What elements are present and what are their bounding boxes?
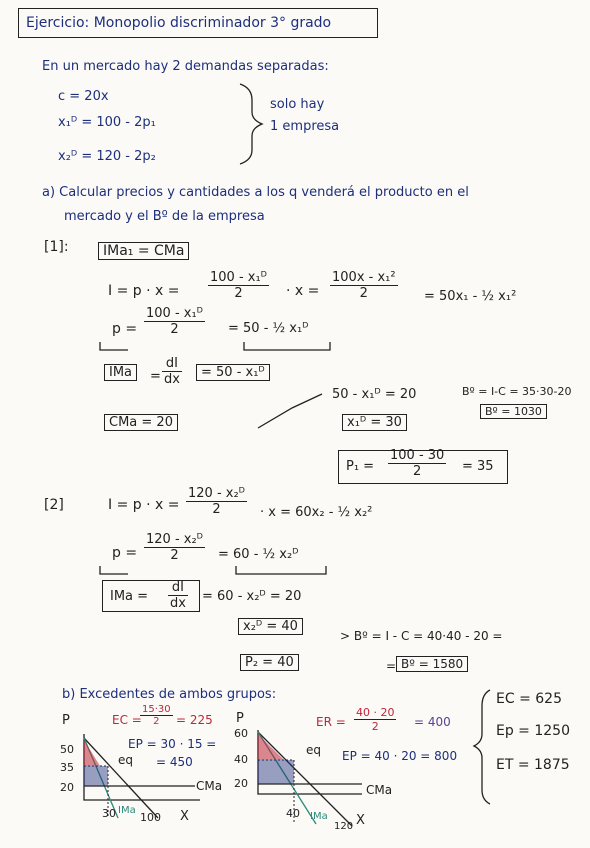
income-den-1b: 2 xyxy=(330,285,398,301)
ima-lhs-2: IMa = xyxy=(110,589,149,604)
question-b: b) Excedentes de ambos grupos: xyxy=(62,687,277,702)
axis-x-1: X xyxy=(180,809,189,824)
price-rhs-1: = 50 - ½ x₁ᴰ xyxy=(228,321,309,336)
tick-30: 30 xyxy=(102,807,116,820)
question-a-line1: a) Calcular precios y cantidades a los q venderá el producto en el xyxy=(42,185,469,200)
income-frac-1b xyxy=(330,270,398,301)
price-bracket-1b xyxy=(244,342,330,350)
totals-brace xyxy=(474,690,490,804)
tick-120: 120 xyxy=(334,821,354,832)
income-lhs-2: I = p · x = xyxy=(108,497,180,513)
er-frac-2 xyxy=(354,706,396,733)
price-frac-1 xyxy=(144,306,205,337)
price-den-2: 2 xyxy=(144,547,205,563)
step-1-label: [1]: xyxy=(44,239,69,255)
ep-label-2: EP = 40 · 20 = 800 xyxy=(342,749,458,763)
price-den-1: 2 xyxy=(144,321,205,337)
cma-box-1: CMa = 20 xyxy=(104,414,178,431)
tick-35: 35 xyxy=(60,761,74,774)
price-num-2: 120 - x₂ᴰ xyxy=(146,532,203,547)
ima-label-1: IMa xyxy=(118,805,136,816)
tick-50: 50 xyxy=(60,743,74,756)
er-den-2: 2 xyxy=(354,719,396,733)
price-bracket-1 xyxy=(100,342,128,350)
givens-brace xyxy=(240,84,262,164)
ec-val-1: = 225 xyxy=(176,713,213,727)
tick-60: 60 xyxy=(234,727,248,740)
arrow-1 xyxy=(258,394,322,428)
axis-p-2: P xyxy=(236,711,244,726)
p-lhs-1: P₁ = xyxy=(346,459,375,474)
cma-label-2: CMa xyxy=(366,783,393,797)
p-num-1: 100 - 30 xyxy=(390,448,445,463)
condition-box: IMa₁ = CMa xyxy=(98,242,189,260)
income-num-2: 120 - x₂ᴰ xyxy=(188,486,245,501)
price-frac-2 xyxy=(144,532,205,563)
price-bracket-2b xyxy=(236,566,326,574)
tick-x40: 40 xyxy=(286,807,300,820)
er-num-2: 40 · 20 xyxy=(356,706,395,719)
solve-1: 50 - x₁ᴰ = 20 xyxy=(332,387,417,402)
note-line-1: solo hay xyxy=(270,97,325,112)
price-lhs-1: p = xyxy=(112,321,138,337)
profit-calc-1: Bº = I-C = 35·30-20 xyxy=(462,385,572,398)
ima-eq-1: = xyxy=(150,369,161,384)
total-et: ET = 1875 xyxy=(496,757,570,773)
price-bracket-2 xyxy=(100,566,128,574)
total-ep: Ep = 1250 xyxy=(496,723,570,739)
ec-frac-1 xyxy=(140,704,173,727)
income-mid-1: · x = xyxy=(286,283,320,299)
ec-den-1: 2 xyxy=(140,715,173,727)
ima-num-1: dI xyxy=(165,356,179,371)
ima-num-2: dI xyxy=(171,580,185,595)
p-den-1: 2 xyxy=(388,463,446,479)
total-ec: EC = 625 xyxy=(496,691,562,707)
profit-calc-2: > Bº = I - C = 40·40 - 20 = xyxy=(340,629,503,643)
er-label-2: ER = xyxy=(316,715,346,729)
income-num-1b: 100x - x₁² xyxy=(332,270,396,285)
tick-20-1: 20 xyxy=(60,781,74,794)
tick-20-2: 20 xyxy=(234,777,248,790)
tick-40: 40 xyxy=(234,753,248,766)
income-den-1: 2 xyxy=(208,285,269,301)
demand-1: x₁ᴰ = 100 - 2p₁ xyxy=(58,115,156,130)
x-result-2: x₂ᴰ = 40 xyxy=(238,618,303,635)
ima-label-2: IMa xyxy=(310,811,328,822)
note-line-2: 1 empresa xyxy=(270,119,340,134)
ima-frac-2 xyxy=(168,580,188,611)
intro-text: En un mercado hay 2 demandas separadas: xyxy=(42,59,329,74)
cma-label-1: CMa xyxy=(196,779,223,793)
cost-function: c = 20x xyxy=(58,89,109,104)
ima-frac-1 xyxy=(162,356,182,387)
p-result-2: P₂ = 40 xyxy=(240,654,299,671)
demand-2: x₂ᴰ = 120 - 2p₂ xyxy=(58,149,156,164)
profit-eq-2: = xyxy=(386,659,397,673)
income-rhs-1: = 50x₁ - ½ x₁² xyxy=(424,289,517,304)
income-frac-2 xyxy=(186,486,247,517)
axis-p-1: P xyxy=(62,713,70,728)
step-2-label: [2] xyxy=(44,497,64,513)
ima-rhs-2: = 60 - x₂ᴰ = 20 xyxy=(202,589,302,604)
ima-rhs-1: = 50 - x₁ᴰ xyxy=(196,364,270,381)
eq-label-1: eq xyxy=(118,753,133,767)
tick-100: 100 xyxy=(140,811,161,824)
x-result-1: x₁ᴰ = 30 xyxy=(342,414,407,431)
price-rhs-2: = 60 - ½ x₂ᴰ xyxy=(218,547,299,562)
ep-label-1: EP = 30 · 15 = xyxy=(128,737,217,751)
income-rhs-2: · x = 60x₂ - ½ x₂² xyxy=(260,505,373,520)
p-frac-1 xyxy=(388,448,446,479)
profit-result-1: Bº = 1030 xyxy=(480,404,547,419)
eq-label-2: eq xyxy=(306,743,321,757)
price-num-1: 100 - x₁ᴰ xyxy=(146,306,203,321)
ec-label-1: EC = xyxy=(112,713,142,727)
price-lhs-2: p = xyxy=(112,545,138,561)
p-rhs-1: = 35 xyxy=(462,459,494,474)
er-val-2: = 400 xyxy=(414,715,451,729)
question-a-line2: mercado y el Bº de la empresa xyxy=(64,209,265,224)
ep-val-1: = 450 xyxy=(156,755,193,769)
profit-result-2: Bº = 1580 xyxy=(396,656,468,672)
ec-num-1: 15·30 xyxy=(142,704,171,715)
income-frac-1 xyxy=(208,270,269,301)
page-title: Ejercicio: Monopolio discriminador 3° grado xyxy=(26,15,332,31)
ima-den-1: dx xyxy=(164,372,180,387)
ima-den-2: dx xyxy=(170,596,186,611)
income-num-1: 100 - x₁ᴰ xyxy=(210,270,267,285)
axis-x-2: X xyxy=(356,813,365,828)
income-lhs-1: I = p · x = xyxy=(108,283,180,299)
income-den-2: 2 xyxy=(186,501,247,517)
ima-lhs-1: IMa xyxy=(104,364,137,381)
